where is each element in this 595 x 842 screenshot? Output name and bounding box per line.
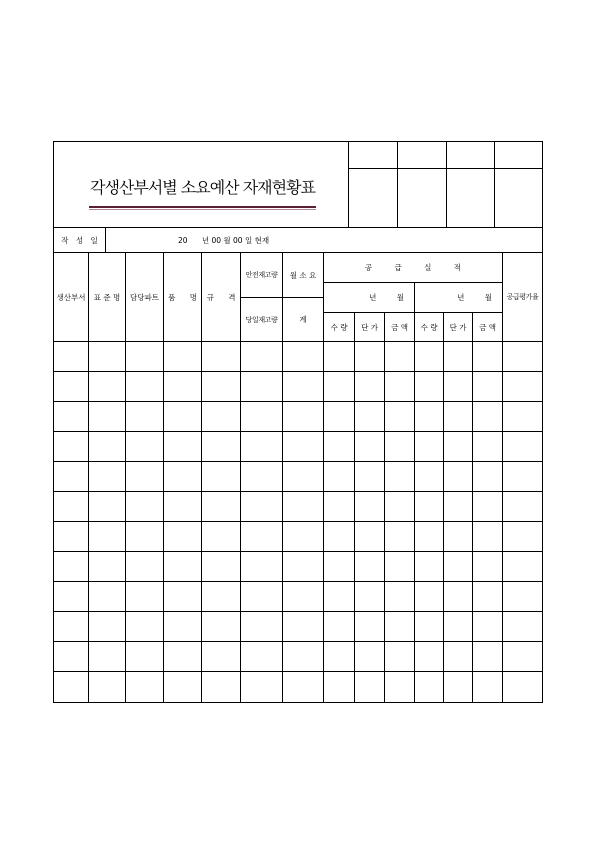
table-cell: [354, 641, 385, 672]
table-cell: [384, 341, 415, 372]
header-current-stock: 당일재고량: [240, 297, 283, 342]
table-cell: [240, 551, 283, 582]
table-cell: [323, 371, 355, 402]
table-cell: [502, 341, 543, 372]
table-cell: [443, 401, 473, 432]
table-cell: [282, 611, 324, 642]
table-cell: [384, 641, 415, 672]
table-cell: [240, 611, 283, 642]
table-cell: [502, 491, 543, 522]
table-cell: [240, 371, 283, 402]
table-cell: [414, 671, 444, 703]
header-eval-rate: 공급평가율: [502, 252, 543, 342]
table-cell: [443, 431, 473, 462]
table-cell: [240, 581, 283, 612]
table-cell: [201, 551, 241, 582]
table-cell: [88, 431, 126, 462]
table-cell: [125, 341, 164, 372]
date-label: 작 성 일: [53, 227, 106, 253]
table-cell: [414, 431, 444, 462]
table-cell: [323, 341, 355, 372]
table-cell: [443, 611, 473, 642]
table-cell: [323, 641, 355, 672]
table-cell: [414, 581, 444, 612]
table-cell: [384, 581, 415, 612]
table-cell: [125, 551, 164, 582]
header-part: 담당파트: [125, 252, 164, 342]
header-period-1: 년 월: [323, 282, 415, 313]
table-cell: [53, 431, 89, 462]
table-cell: [443, 551, 473, 582]
table-cell: [384, 521, 415, 552]
table-cell: [282, 581, 324, 612]
table-cell: [502, 431, 543, 462]
table-cell: [201, 371, 241, 402]
table-cell: [282, 521, 324, 552]
table-cell: [53, 341, 89, 372]
table-cell: [240, 401, 283, 432]
header-price-2: 단 가: [443, 312, 473, 342]
table-cell: [443, 491, 473, 522]
approval-sign-box: [348, 168, 398, 228]
table-cell: [240, 641, 283, 672]
table-cell: [163, 521, 202, 552]
table-cell: [53, 521, 89, 552]
title-cell: [53, 141, 349, 228]
table-cell: [125, 371, 164, 402]
header-std-name: 표 준 명: [88, 252, 126, 342]
table-cell: [201, 341, 241, 372]
table-cell: [201, 671, 241, 703]
table-cell: [125, 611, 164, 642]
table-cell: [384, 671, 415, 703]
table-cell: [384, 551, 415, 582]
table-cell: [354, 341, 385, 372]
table-cell: [163, 491, 202, 522]
table-cell: [125, 641, 164, 672]
table-cell: [282, 431, 324, 462]
approval-sign-box: [397, 168, 447, 228]
header-price-1: 단 가: [354, 312, 385, 342]
table-cell: [240, 341, 283, 372]
table-cell: [53, 551, 89, 582]
table-cell: [414, 371, 444, 402]
table-cell: [443, 461, 473, 492]
table-cell: [88, 341, 126, 372]
table-cell: [472, 491, 503, 522]
approval-box: [348, 141, 398, 169]
table-cell: [125, 461, 164, 492]
table-cell: [384, 611, 415, 642]
table-cell: [414, 551, 444, 582]
table-cell: [472, 641, 503, 672]
table-cell: [163, 581, 202, 612]
table-cell: [240, 671, 283, 703]
table-cell: [88, 551, 126, 582]
table-cell: [163, 341, 202, 372]
table-cell: [282, 341, 324, 372]
header-supply-record: 공 급 실 적: [323, 252, 503, 283]
table-cell: [354, 581, 385, 612]
table-cell: [384, 371, 415, 402]
header-amount-2: 금 액: [472, 312, 503, 342]
header-spec: 규 격: [201, 252, 241, 342]
table-cell: [282, 671, 324, 703]
table-cell: [88, 401, 126, 432]
table-cell: [502, 641, 543, 672]
table-cell: [472, 371, 503, 402]
title-underline: [89, 206, 316, 208]
table-cell: [502, 551, 543, 582]
table-cell: [354, 371, 385, 402]
table-cell: [414, 461, 444, 492]
header-item: 품 명: [163, 252, 202, 342]
table-cell: [502, 371, 543, 402]
header-monthly-req: 월 소 요: [282, 252, 324, 298]
table-cell: [88, 581, 126, 612]
title-underline-secondary: [89, 209, 316, 210]
table-cell: [443, 521, 473, 552]
header-dept: 생산부서: [53, 252, 89, 342]
table-cell: [282, 371, 324, 402]
table-cell: [323, 581, 355, 612]
table-cell: [502, 401, 543, 432]
table-cell: [384, 401, 415, 432]
table-cell: [472, 431, 503, 462]
table-cell: [443, 671, 473, 703]
table-cell: [472, 611, 503, 642]
table-cell: [354, 611, 385, 642]
table-cell: [472, 401, 503, 432]
table-cell: [384, 491, 415, 522]
header-period-2: 년 월: [414, 282, 503, 313]
table-cell: [163, 551, 202, 582]
table-cell: [201, 521, 241, 552]
table-cell: [53, 401, 89, 432]
table-cell: [282, 401, 324, 432]
table-cell: [240, 461, 283, 492]
table-cell: [323, 611, 355, 642]
approval-sign-box: [494, 168, 543, 228]
table-cell: [502, 671, 543, 703]
table-cell: [163, 401, 202, 432]
table-cell: [472, 461, 503, 492]
table-cell: [443, 581, 473, 612]
table-cell: [323, 491, 355, 522]
table-cell: [125, 401, 164, 432]
table-cell: [502, 611, 543, 642]
table-cell: [53, 461, 89, 492]
table-cell: [88, 491, 126, 522]
table-cell: [354, 401, 385, 432]
table-cell: [53, 611, 89, 642]
approval-sign-box: [446, 168, 495, 228]
table-cell: [53, 641, 89, 672]
table-cell: [472, 341, 503, 372]
table-cell: [125, 491, 164, 522]
table-cell: [414, 401, 444, 432]
table-cell: [502, 461, 543, 492]
table-cell: [53, 581, 89, 612]
header-total: 계: [282, 297, 324, 342]
table-cell: [53, 671, 89, 703]
table-cell: [323, 521, 355, 552]
table-cell: [354, 491, 385, 522]
table-cell: [323, 401, 355, 432]
table-cell: [472, 581, 503, 612]
document-title: 각생산부서별 소요예산 자재현황표: [89, 178, 315, 197]
table-cell: [414, 611, 444, 642]
table-cell: [163, 641, 202, 672]
approval-box: [494, 141, 543, 169]
table-cell: [88, 371, 126, 402]
header-amount-1: 금 액: [384, 312, 415, 342]
header-qty-2: 수 량: [414, 312, 444, 342]
table-cell: [240, 431, 283, 462]
table-cell: [414, 491, 444, 522]
table-cell: [443, 341, 473, 372]
table-cell: [384, 431, 415, 462]
table-cell: [472, 551, 503, 582]
table-cell: [282, 641, 324, 672]
table-cell: [88, 521, 126, 552]
table-cell: [502, 521, 543, 552]
table-cell: [384, 461, 415, 492]
table-cell: [163, 431, 202, 462]
table-cell: [502, 581, 543, 612]
header-safety-stock: 안전재고량: [240, 252, 283, 298]
table-cell: [354, 461, 385, 492]
table-cell: [354, 671, 385, 703]
table-cell: [323, 431, 355, 462]
table-cell: [163, 611, 202, 642]
table-cell: [53, 491, 89, 522]
table-cell: [240, 521, 283, 552]
table-cell: [163, 461, 202, 492]
table-cell: [414, 341, 444, 372]
table-cell: [201, 491, 241, 522]
table-cell: [88, 641, 126, 672]
table-cell: [323, 461, 355, 492]
table-cell: [201, 461, 241, 492]
table-cell: [201, 611, 241, 642]
table-cell: [88, 611, 126, 642]
table-cell: [240, 491, 283, 522]
approval-box: [446, 141, 495, 169]
table-cell: [125, 581, 164, 612]
table-cell: [354, 551, 385, 582]
table-cell: [282, 461, 324, 492]
table-cell: [323, 671, 355, 703]
table-cell: [472, 671, 503, 703]
header-qty-1: 수 량: [323, 312, 355, 342]
table-cell: [201, 581, 241, 612]
table-cell: [282, 491, 324, 522]
date-value: 20 년 00 월 00 일 현재: [105, 227, 543, 253]
table-cell: [163, 371, 202, 402]
table-cell: [472, 521, 503, 552]
table-cell: [125, 521, 164, 552]
table-cell: [414, 521, 444, 552]
table-cell: [443, 641, 473, 672]
approval-box: [397, 141, 447, 169]
table-cell: [323, 551, 355, 582]
table-cell: [443, 371, 473, 402]
table-cell: [414, 641, 444, 672]
table-cell: [354, 431, 385, 462]
table-cell: [53, 371, 89, 402]
table-cell: [163, 671, 202, 703]
table-cell: [201, 401, 241, 432]
table-cell: [88, 671, 126, 703]
table-cell: [282, 551, 324, 582]
table-cell: [125, 671, 164, 703]
table-cell: [354, 521, 385, 552]
table-cell: [88, 461, 126, 492]
table-cell: [125, 431, 164, 462]
table-cell: [201, 641, 241, 672]
table-cell: [201, 431, 241, 462]
